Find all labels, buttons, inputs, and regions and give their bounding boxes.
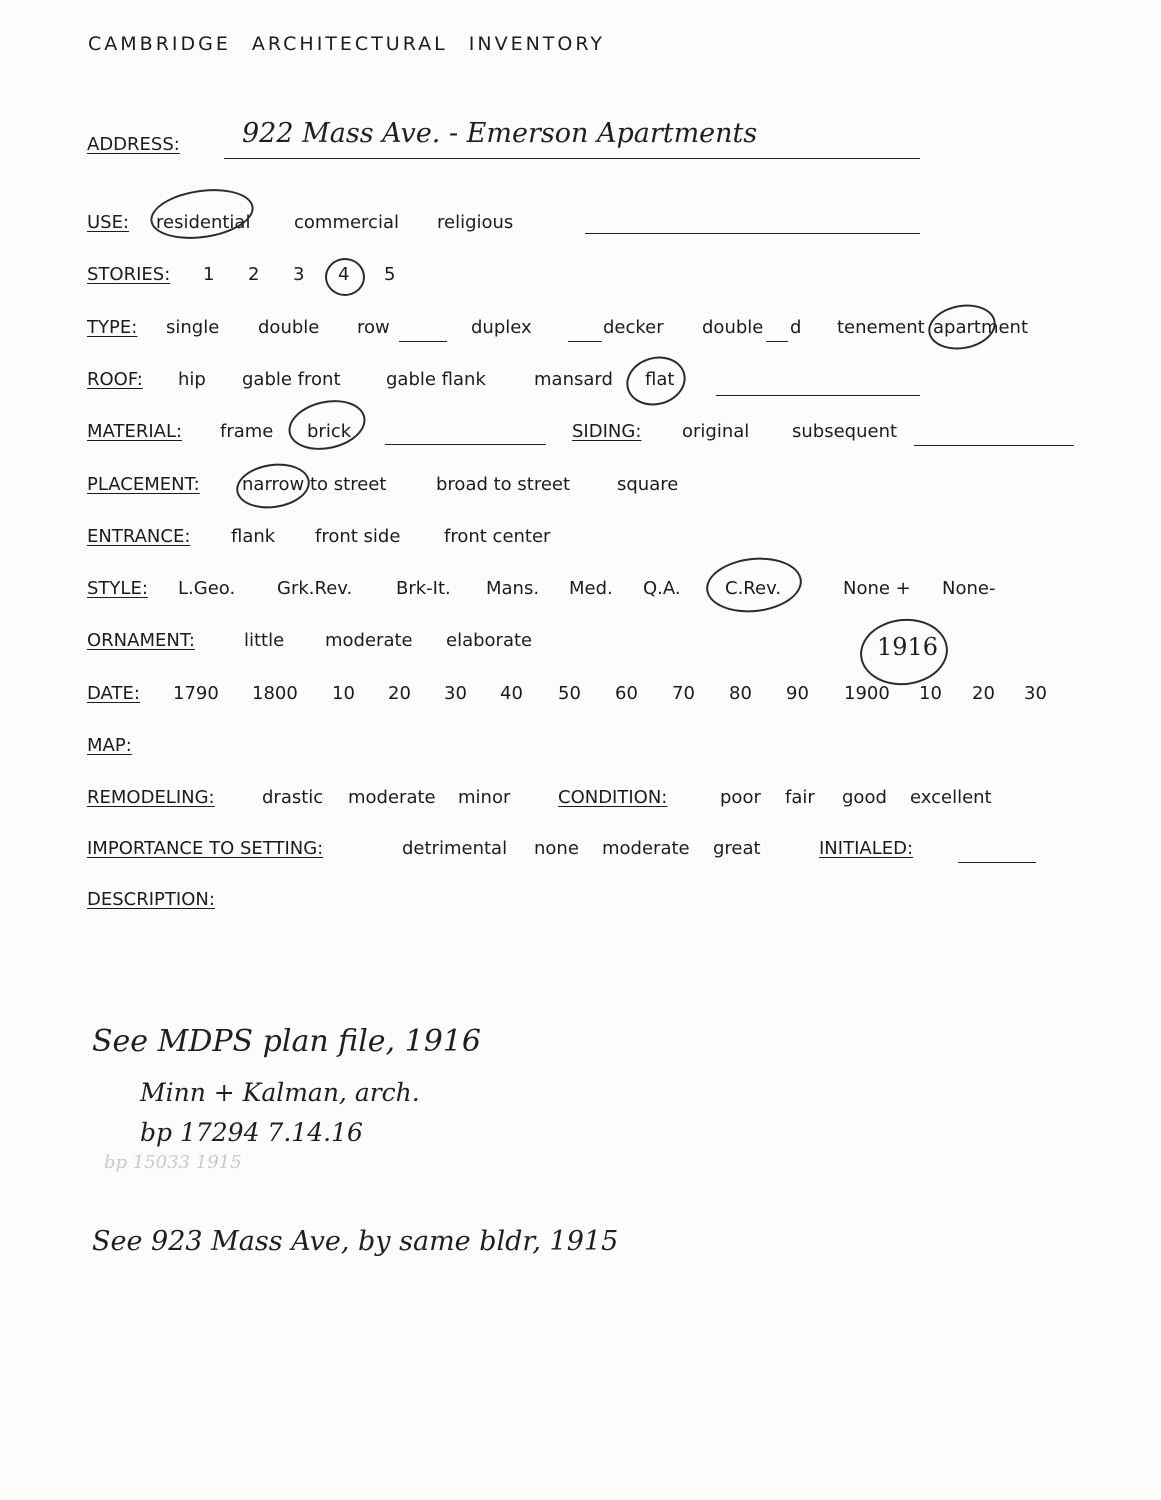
date-option-50: 50 (558, 683, 581, 704)
ornament-option-moderate: moderate (325, 630, 413, 651)
roof-option-flat: flat (645, 369, 675, 390)
description-note-3: bp 17294 7.14.16 (140, 1118, 363, 1147)
address-line (224, 158, 920, 159)
date-option-10: 10 (332, 683, 355, 704)
remodeling-label: REMODELING: (87, 787, 215, 808)
date-option-30: 30 (444, 683, 467, 704)
style-option-qa: Q.A. (643, 578, 681, 599)
address-value: 922 Mass Ave. - Emerson Apartments (242, 118, 758, 149)
remodeling-option-minor: minor (458, 787, 511, 808)
date-option-1930: 30 (1024, 683, 1047, 704)
stories-label: STORIES: (87, 264, 171, 285)
form-header: CAMBRIDGE ARCHITECTURAL INVENTORY (88, 33, 605, 55)
entrance-label: ENTRANCE: (87, 526, 191, 547)
use-option-religious: religious (437, 212, 514, 233)
stories-selection-circle (325, 258, 365, 296)
initialed-label: INITIALED: (819, 838, 914, 859)
importance-label: IMPORTANCE TO SETTING: (87, 838, 324, 859)
style-option-crev: C.Rev. (725, 578, 782, 599)
type-option-double-d: double (702, 317, 764, 338)
type-label: TYPE: (87, 317, 138, 338)
date-option-70: 70 (672, 683, 695, 704)
date-option-60: 60 (615, 683, 638, 704)
placement-option-square: square (617, 474, 679, 495)
description-label: DESCRIPTION: (87, 889, 215, 910)
date-annotation: 1916 (877, 633, 939, 661)
map-label: MAP: (87, 735, 132, 756)
address-label: ADDRESS: (87, 134, 180, 155)
date-option-1900: 1900 (844, 683, 890, 704)
style-label: STYLE: (87, 578, 148, 599)
style-option-none-plus: None + (843, 578, 911, 599)
material-option-frame: frame (220, 421, 274, 442)
importance-option-none: none (534, 838, 579, 859)
roof-option-gable-flank: gable flank (386, 369, 486, 390)
date-option-1910: 10 (919, 683, 942, 704)
remodeling-option-drastic: drastic (262, 787, 324, 808)
stories-option-2: 2 (248, 264, 260, 285)
condition-option-fair: fair (785, 787, 815, 808)
condition-label: CONDITION: (558, 787, 668, 808)
stories-option-1: 1 (203, 264, 215, 285)
type-option-row: row (357, 317, 390, 338)
description-note-2: Minn + Kalman, arch. (140, 1078, 420, 1107)
roof-other-line (716, 395, 920, 396)
style-option-grkrev: Grk.Rev. (277, 578, 353, 599)
ornament-label: ORNAMENT: (87, 630, 195, 651)
initialed-line (958, 862, 1036, 863)
use-option-commercial: commercial (294, 212, 399, 233)
type-option-double: double (258, 317, 320, 338)
type-option-tenement: tenement (837, 317, 925, 338)
stories-option-4: 4 (338, 264, 350, 285)
type-decker-blank (568, 341, 602, 342)
siding-other-line (914, 445, 1074, 446)
date-option-1790: 1790 (173, 683, 219, 704)
material-selection-circle (284, 393, 370, 456)
use-label: USE: (87, 212, 130, 233)
date-option-1920: 20 (972, 683, 995, 704)
style-option-med: Med. (569, 578, 613, 599)
roof-label: ROOF: (87, 369, 143, 390)
type-option-single: single (166, 317, 220, 338)
entrance-option-front-center: front center (444, 526, 551, 547)
condition-option-good: good (842, 787, 887, 808)
style-option-lgeo: L.Geo. (178, 578, 236, 599)
material-other-line (385, 444, 546, 445)
style-selection-circle (703, 553, 804, 617)
ornament-option-elaborate: elaborate (446, 630, 533, 651)
description-note-4: See 923 Mass Ave, by same bldr, 1915 (92, 1226, 619, 1257)
date-option-20: 20 (388, 683, 411, 704)
date-label: DATE: (87, 683, 140, 704)
ornament-option-little: little (244, 630, 285, 651)
remodeling-option-moderate: moderate (348, 787, 436, 808)
use-option-residential: residential (156, 212, 251, 233)
type-option-decker: decker (603, 317, 664, 338)
roof-selection-circle (621, 350, 691, 412)
material-label: MATERIAL: (87, 421, 183, 442)
siding-option-original: original (682, 421, 750, 442)
importance-option-great: great (713, 838, 761, 859)
placement-option-narrow: narrow to street (242, 474, 387, 495)
siding-label: SIDING: (572, 421, 642, 442)
condition-option-excellent: excellent (910, 787, 992, 808)
type-row-blank (399, 341, 447, 342)
type-option-apartment: apartment (933, 317, 1029, 338)
roof-option-mansard: mansard (534, 369, 613, 390)
use-other-line (585, 233, 920, 234)
date-option-1800: 1800 (252, 683, 298, 704)
placement-selection-circle (233, 459, 312, 513)
description-note-1: See MDPS plan file, 1916 (92, 1024, 481, 1059)
date-option-80: 80 (729, 683, 752, 704)
type-option-d: d (790, 317, 802, 338)
roof-option-hip: hip (178, 369, 206, 390)
type-option-duplex: duplex (471, 317, 532, 338)
placement-label: PLACEMENT: (87, 474, 200, 495)
roof-option-gable-front: gable front (242, 369, 341, 390)
siding-option-subsequent: subsequent (792, 421, 898, 442)
importance-option-moderate: moderate (602, 838, 690, 859)
condition-option-poor: poor (720, 787, 761, 808)
type-selection-circle (925, 299, 1000, 354)
entrance-option-flank: flank (231, 526, 276, 547)
style-option-none-minus: None- (942, 578, 996, 599)
style-option-mans: Mans. (486, 578, 540, 599)
use-selection-circle (147, 183, 257, 245)
stories-option-5: 5 (384, 264, 396, 285)
importance-option-detrimental: detrimental (402, 838, 508, 859)
date-option-90: 90 (786, 683, 809, 704)
description-faint-note: bp 15033 1915 (104, 1152, 242, 1173)
type-double-d-blank (766, 341, 788, 342)
placement-option-broad: broad to street (436, 474, 571, 495)
material-option-brick: brick (307, 421, 352, 442)
entrance-option-front-side: front side (315, 526, 401, 547)
date-option-40: 40 (500, 683, 523, 704)
stories-option-3: 3 (293, 264, 305, 285)
style-option-brkit: Brk-It. (396, 578, 451, 599)
